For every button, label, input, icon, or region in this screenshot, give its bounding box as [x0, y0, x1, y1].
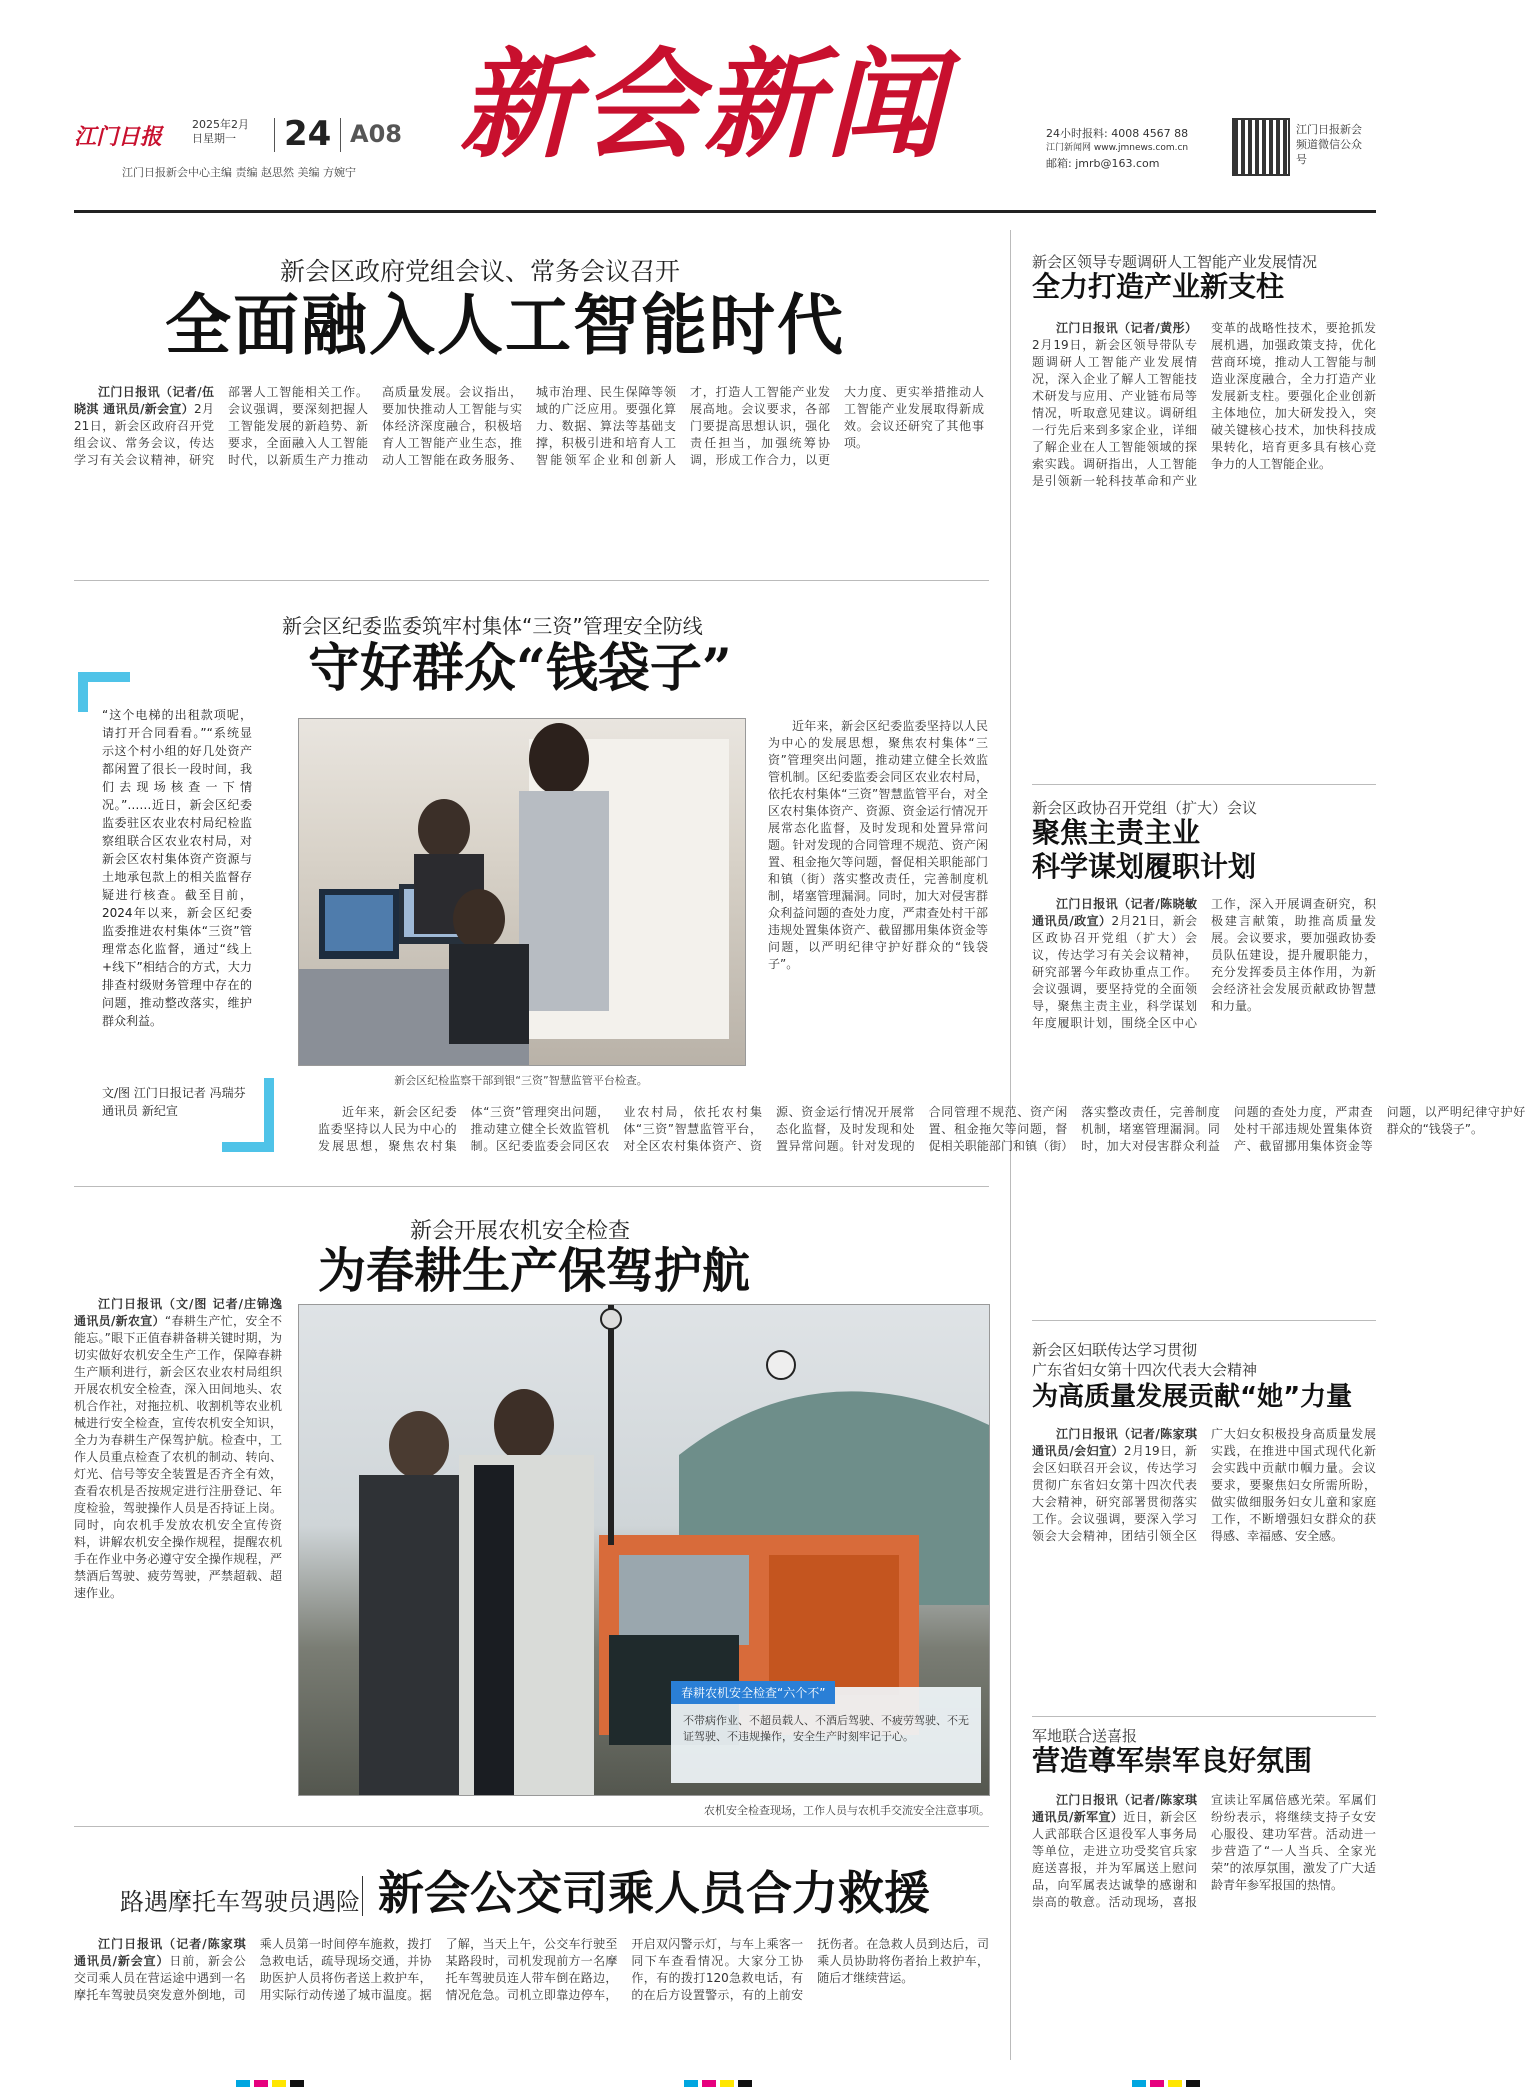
story3-headline: 为春耕生产保驾护航 — [318, 1243, 751, 1299]
story3-inset-text: 不带病作业、不超员载人、不酒后驾驶、不疲劳驾驶、不无证驾驶、不违规操作，安全生产时刻牢记于心。 — [683, 1714, 969, 1743]
story3-inset-title: 春耕农机安全检查“六个不” — [671, 1681, 835, 1704]
right2-text: 2月21日，新会区政协召开党组（扩大）会议，传达学习有关会议精神，研究部署今年政协重点工作。会议强调，要坚持党的全面领导，聚焦主责主业，科学谋划年度履职计划，围绕全区中心工作，深入开展调查研究，积极建言献策，助推高质量发展。会议要求，要加强政协委员队伍建设，提升履职能力，充分发挥委员主体作用，为新会经济社会发展贡献政协智慧和力量。 — [1032, 897, 1376, 1030]
day-number: 24 — [284, 114, 332, 154]
color-registration-bar-right — [1132, 2080, 1242, 2087]
right3-body — [1032, 1426, 1376, 1706]
right3-text: 2月19日，新会区妇联召开会议，传达学习贯彻广东省妇女第十四次代表大会精神，研究部署贯彻落实工作。会议强调，要深入学习领会大会精神，团结引领全区广大妇女积极投身高质量发展实践，在推进中国式现代化新会实践中贡献巾帼力量。会议要求，要聚焦妇女所需所盼，做实做细服务妇女儿童和家庭工作，不断增强妇女群众的获得感、幸福感、安全感。 — [1032, 1427, 1376, 1543]
right2-kicker: 新会区政协召开党组（扩大）会议 — [1032, 799, 1258, 817]
qr-label: 江门日报新会频道微信公众号 — [1296, 123, 1362, 166]
right2-body — [1032, 896, 1376, 1306]
right1-body — [1032, 320, 1376, 780]
pull-quote-text: “这个电梯的出租款项呢，请打开合同看看。”“系统显示这个村小组的好几处资产都闲置了很长一段时间，我们去现场核查一下情况。”……近日，新会区纪委监委驻区农业农村局纪检监察组联合区农业农村局，对新会区农村集体资产资源与土地承包款上的相关监督存疑进行核查。截至目前，2024年以来，新会区纪委监委推进农村集体“三资”管理常态化监督，通过“线上+线下”相结合的方式，大力排查村级财务管理中存在的问题，推动整改落实，维护群众利益。 — [102, 708, 252, 1028]
story4-body — [74, 1936, 989, 2060]
pull-quote-byline: 文/图 江门日报记者 冯瑞芬 通讯员 新纪宣 — [102, 1086, 246, 1118]
paper-logo: 江门日报 — [74, 124, 163, 150]
story4-byline: 江门日报讯（记者/陈家琪 通讯员/新会宣） — [74, 1937, 246, 1968]
story3-photo-caption: 农机安全检查现场，工作人员与农机手交流安全注意事项。 — [704, 1804, 990, 1817]
story3-body-left — [74, 1296, 282, 1796]
story2-photo — [298, 718, 746, 1066]
story1-byline: 江门日报讯（记者/伍晓淇 通讯员/新会宣） — [74, 385, 214, 416]
story2-text-b: 近年来，新会区纪委监委坚持以人民为中心的发展思想，聚焦农村集体“三资”管理突出问题，推动建立健全长效监管机制。区纪委监委会同区农业农村局，依托农村集体“三资”智慧监管平台，对全区农村集体资产、资源、资金运行情况开展常态化监督，及时发现和处置异常问题。针对发现的合同管理不规范、资产闲置、租金拖欠等问题，督促相关职能部门和镇（街）落实整改责任，完善制度机制，堵塞管理漏洞。同时，加大对侵害群众利益问题的查处力度，严肃查处村干部违规处置集体资产、截留挪用集体资金等问题，以严明纪律守护好群众的“钱袋子”。 — [768, 719, 988, 971]
email: 邮箱: jmrb@163.com — [1046, 157, 1160, 170]
right4-byline: 江门日报讯（记者/陈家琪 通讯员/新军宣） — [1032, 1793, 1197, 1824]
story3-kicker: 新会开展农机安全检查 — [410, 1219, 631, 1244]
date-month: 2025年2月 — [192, 118, 249, 131]
masthead — [74, 30, 1376, 210]
story3-inset — [671, 1687, 981, 1783]
right2-headline: 聚焦主责主业 科学谋划履职计划 — [1032, 816, 1257, 883]
right1-headline: 全力打造产业新支柱 — [1032, 270, 1285, 303]
story4-text: 日前，新会公交司乘人员在营运途中遇到一名摩托车驾驶员突发意外倒地，司乘人员第一时间停车施救，拨打急救电话，疏导现场交通，并协助医护人员将伤者送上救护车，用实际行动传递了城市温度。据了解，当天上午，公交车行驶至某路段时，司机发现前方一名摩托车驾驶员连人带车倒在路边，情况危急。司机立即靠边停车，开启双闪警示灯，与车上乘客一同下车查看情况。大家分工协作，有的拨打120急救电话，有的在后方设置警示，有的上前安抚伤者。在急救人员到达后，司乘人员协助将伤者抬上救护车，随后才继续营运。 — [74, 1937, 989, 2002]
story2-headline: 守好群众“钱袋子” — [308, 638, 732, 699]
color-registration-bar — [236, 2080, 346, 2087]
right4-body — [1032, 1792, 1376, 2060]
story1-headline: 全面融入人工智能时代 — [165, 286, 845, 364]
story3-photo — [298, 1304, 990, 1796]
right3-kicker: 新会区妇联传达学习贯彻 广东省妇女第十四次代表大会精神 — [1032, 1341, 1258, 1379]
page-number: A08 — [350, 120, 402, 148]
pull-quote-frame — [78, 672, 274, 1152]
right2-byline: 江门日报讯（记者/陈晓敏 通讯员/政宣） — [1032, 897, 1197, 928]
right3-byline: 江门日报讯（记者/陈家琪 通讯员/会妇宣） — [1032, 1427, 1197, 1458]
right4-text: 近日，新会区人武部联合区退役军人事务局等单位，走进立功受奖官兵家庭送喜报，并为军属送上慰问品，向军属表达诚挚的感谢和崇高的敬意。活动现场，喜报宣读让军属倍感光荣。军属们纷纷表示，将继续支持子女安心服役、建功军营。活动进一步营造了“一人当兵、全家光荣”的浓厚氛围，激发了广大适龄青年参军报国的热情。 — [1032, 1793, 1376, 1909]
masthead-title: 新会新闻 — [459, 35, 948, 174]
qr-code-icon — [1232, 118, 1290, 176]
date-line — [192, 118, 249, 146]
website: 江门新闻网 www.jmnews.com.cn — [1046, 143, 1189, 153]
story2-photo-caption: 新会区纪检监察干部到银“三资”智慧监管平台检查。 — [394, 1074, 648, 1087]
story3-byline: 江门日报讯（文/图 记者/庄锦逸 通讯员/新农宣） — [74, 1297, 282, 1328]
story2-text-a: 近年来，新会区纪委监委坚持以人民为中心的发展思想，聚焦农村集体“三资”管理突出问题，推动建立健全长效监管机制。区纪委监委会同区农业农村局，依托农村集体“三资”智慧监管平台，对全区农村集体资产、资源、资金运行情况开展常态化监督，及时发现和处置异常问题。针对发现的合同管理不规范、资产闲置、租金拖欠等问题，督促相关职能部门和镇（街）落实整改责任，完善制度机制，堵塞管理漏洞。同时，加大对侵害群众利益问题的查处力度，严肃查处村干部违规处置集体资产、截留挪用集体资金等问题，以严明纪律守护好群众的“钱袋子”。 — [318, 1105, 1525, 1153]
right1-kicker: 新会区领导专题调研人工智能产业发展情况 — [1032, 253, 1318, 271]
right1-text: 2月19日，新会区领导带队专题调研人工智能产业发展情况，深入企业了解人工智能技术研发与应用、产业链布局等情况，听取意见建议。调研组一行先后来到多家企业，详细了解企业在人工智能领域的探索实践。调研指出，人工智能是引领新一轮科技革命和产业变革的战略性技术，要抢抓发展机遇，加强政策支持，优化营商环境，推动人工智能与制造业深度融合，全力打造产业发展新支柱。要强化企业创新主体地位，加大研发投入，突破关键核心技术，加快科技成果转化，培育更多具有核心竞争力的人工智能企业。 — [1032, 321, 1376, 488]
story2-body-bottom — [318, 1104, 1525, 1158]
story1-kicker: 新会区政府党组会议、常务会议召开 — [280, 257, 681, 286]
editor-line: 江门日报新会中心主编 责编 赵思然 美编 方婉宁 — [122, 166, 356, 179]
color-registration-bar-center — [684, 2080, 794, 2087]
hotline: 24小时报料: 4008 4567 88 — [1046, 127, 1189, 140]
story2-kicker: 新会区纪委监委筑牢村集体“三资”管理安全防线 — [282, 614, 703, 638]
contact-block — [1046, 126, 1188, 171]
story1-text: 2月21日，新会区政府召开党组会议、常务会议，传达学习有关会议精神，研究部署人工智能相关工作。会议强调，要深刻把握人工智能发展的新趋势、新要求，全面融入人工智能时代，以新质生产力推动高质量发展。会议指出，要加快推动人工智能与实体经济深度融合，积极培育人工智能产业生态，推动人工智能在政务服务、城市治理、民生保障等领域的广泛应用。要强化算力、数据、算法等基础支撑，积极引进和培育人工智能领军企业和创新人才，打造人工智能产业发展高地。会议要求，各部门要提高思想认识，强化责任担当，加强统筹协调，形成工作合力，以更大力度、更实举措推动人工智能产业发展取得新成效。会议还研究了其他事项。 — [74, 385, 984, 467]
story2-body-right — [768, 718, 988, 1158]
right4-kicker: 军地联合送喜报 — [1032, 1727, 1138, 1745]
story4-headline: 新会公交司乘人员合力救援 — [378, 1866, 930, 1920]
right1-byline: 江门日报讯（记者/黄彤） — [1056, 321, 1197, 335]
office-scene-icon — [299, 719, 745, 1065]
story4-kicker: 路遇摩托车驾驶员遇险 — [120, 1888, 360, 1916]
date-weekday: 日星期一 — [192, 132, 236, 145]
right4-headline: 营造尊军崇军良好氛围 — [1032, 1744, 1313, 1777]
story1-body — [74, 384, 984, 544]
right3-headline: 为高质量发展贡献“她”力量 — [1032, 1382, 1353, 1412]
story3-text: “春耕生产忙，安全不能忘。”眼下正值春耕备耕关键时期，为切实做好农机安全生产工作，保障春耕生产顺利进行，新会区农业农村局组织开展农机安全检查，深入田间地头、农机合作社，对拖拉机、收割机等农业机械进行安全检查，宣传农机安全知识，全力为春耕生产保驾护航。检查中，工作人员重点检查了农机的制动、转向、灯光、信号等安全装置是否齐全有效，查看农机是否按规定进行注册登记、年度检验，驾驶操作人员是否持证上岗。同时，向农机手发放农机安全宣传资料，讲解农机安全操作规程，提醒农机手在作业中务必遵守安全操作规程，严禁酒后驾驶、疲劳驾驶，严禁超载、超速作业。 — [74, 1314, 282, 1600]
